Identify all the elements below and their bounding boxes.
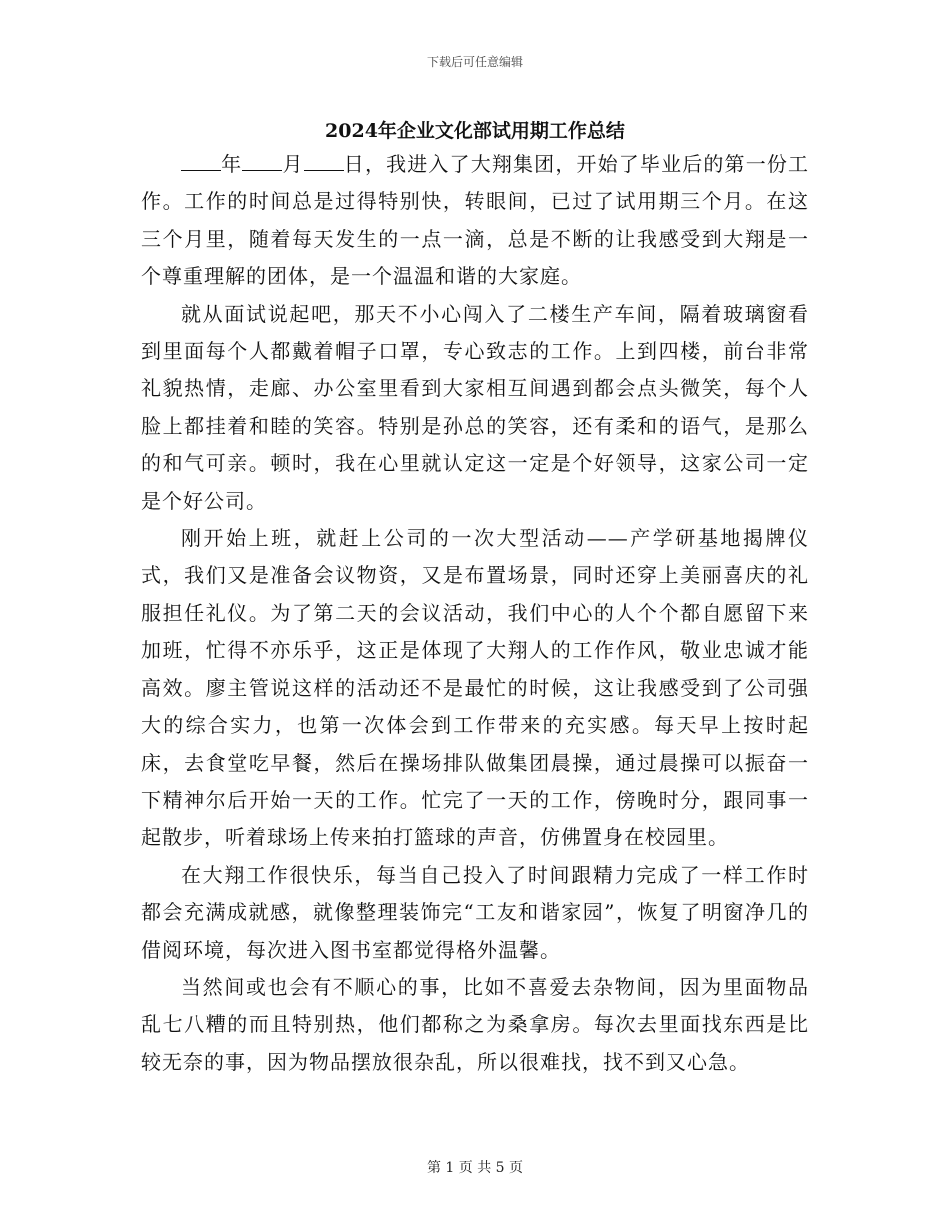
page-footer: 第 1 页 共 5 页 [426,1160,524,1176]
date-label-day: 日 [343,152,365,176]
date-label-year: 年 [221,152,243,176]
date-blank-day [304,152,344,171]
page-header-note: 下载后可任意编辑 [426,55,523,69]
paragraph-4: 在大翔工作很快乐，每当自己投入了时间跟精力完成了一样工作时都会充满成就感，就像整理装饰完“工友和谐家园”，恢复了明窗净几的借阅环境，每次进入图书室都觉得格外温馨。 [141,862,809,962]
document-body [141,146,809,1081]
paragraph-3: 刚开始上班，就赶上公司的一次大型活动——产学研基地揭牌仪式，我们又是准备会议物资，又是布置场景，同时还穿上美丽喜庆的礼服担任礼仪。为了第二天的会议活动，我们中心的人个个都自愿留下来加班，忙得不亦乐乎，这正是体现了大翔人的工作作风，敬业忠诚才能高效。廖主管说这样的活动还不是最忙的时候，这让我感受到了公司强大的综合实力，也第一次体会到工作带来的充实感。每天早上按时起床，去食堂吃早餐，然后在操场排队做集团晨操，通过晨操可以振奋一下精神尔后开始一天的工作。忙完了一天的工作，傍晚时分，跟同事一起散步，听着球场上传来拍打篮球的声音，仿佛置身在校园里。 [141,526,809,850]
paragraph-2: 就从面试说起吧，那天不小心闯入了二楼生产车间，隔着玻璃窗看到里面每个人都戴着帽子口罩，专心致志的工作。上到四楼，前台非常礼貌热情，走廊、办公室里看到大家相互间遇到都会点头微笑，每个人脸上都挂着和睦的笑容。特别是孙总的笑容，还有柔和的语气，是那么的和气可亲。顿时，我在心里就认定这一定是个好领导，这家公司一定是个好公司。 [141,301,809,513]
paragraph-1 [141,146,809,296]
paragraph-5: 当然间或也会有不顺心的事，比如不喜爱去杂物间，因为里面物品乱七八糟的而且特别热，他们都称之为桑拿房。每次去里面找东西是比较无奈的事，因为物品摆放很杂乱，所以很难找，找不到又心急。 [141,974,809,1074]
date-blank-month [242,152,282,171]
paragraph-1-text: ，我进入了大翔集团，开始了毕业后的第一份工作。工作的时间总是过得特别快，转眼间，已过了试用期三个月。在这三个月里，随着每天发生的一点一滴，总是不断的让我感受到大翔是一个尊重理解的团体，是一个温温和谐的大家庭。 [141,152,810,289]
date-blank-year [181,152,221,171]
date-label-month: 月 [282,152,304,176]
document-title: 2024年企业文化部试用期工作总结 [325,120,625,142]
